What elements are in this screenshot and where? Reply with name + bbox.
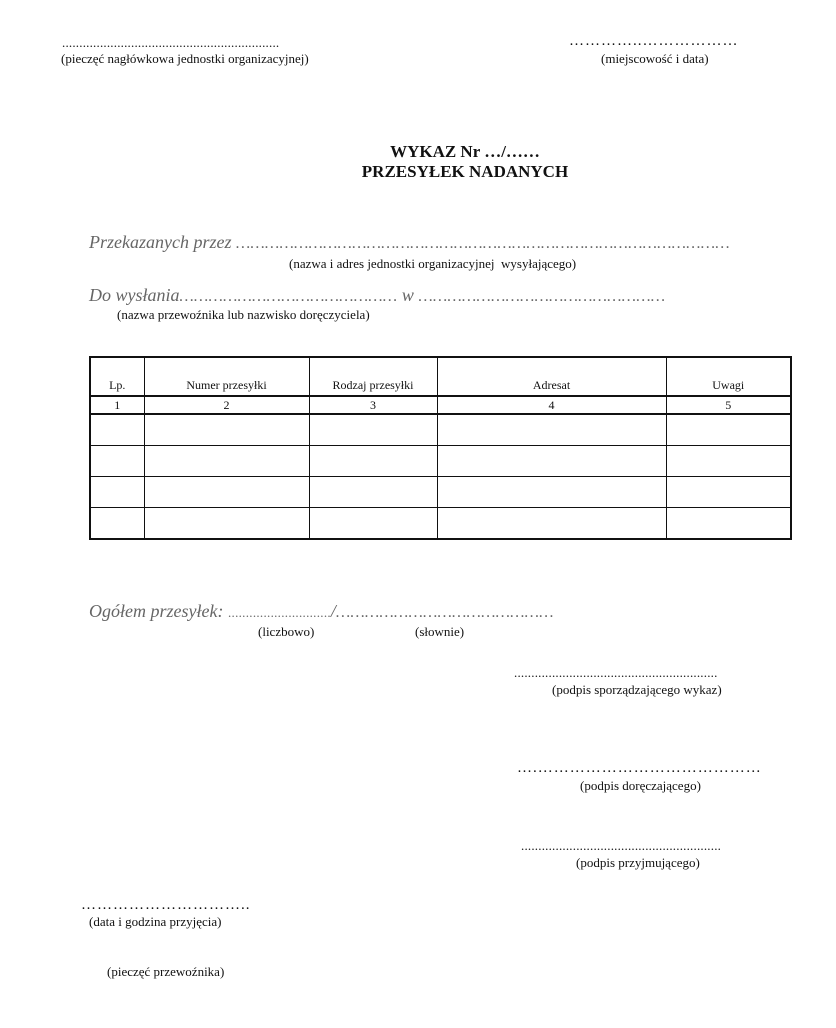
table-cell[interactable] <box>144 508 309 540</box>
document-title: WYKAZ Nr …/…… <box>390 142 540 161</box>
column-number: 1 <box>90 396 144 414</box>
table-cell[interactable] <box>309 446 437 477</box>
total-numeric-dotted-line[interactable]: ............................. <box>227 605 331 620</box>
total-numeric-hint: (liczbowo) <box>258 624 315 639</box>
destination-w-label: w <box>397 285 419 305</box>
table-row[interactable] <box>90 508 791 540</box>
table-row[interactable] <box>90 446 791 477</box>
table-cell[interactable] <box>144 446 309 477</box>
table-cell[interactable] <box>309 508 437 540</box>
column-header-lp: Lp. <box>90 357 144 396</box>
table-header-row <box>90 357 791 396</box>
column-header-addressee: Adresat <box>437 357 666 396</box>
table-cell[interactable] <box>666 446 791 477</box>
receipt-datetime-label: (data i godzina przyjęcia) <box>89 914 222 929</box>
table-cell[interactable] <box>666 508 791 540</box>
sender-dotted-line[interactable]: ………………………………………………………………………………………… <box>235 235 730 252</box>
column-number: 3 <box>309 396 437 414</box>
carrier-stamp-label: (pieczęć przewoźnika) <box>107 964 225 979</box>
place-date-dotted-line[interactable]: …………..……………… <box>569 33 739 49</box>
table-cell[interactable] <box>437 446 666 477</box>
total-label: Ogółem przesyłek: <box>89 601 228 621</box>
total-slash: / <box>330 601 336 621</box>
sender-field[interactable] <box>89 232 730 253</box>
table-cell[interactable] <box>90 446 144 477</box>
receipt-datetime-line[interactable]: ………………………….. <box>81 897 251 913</box>
deliverer-signature-line[interactable]: ….…………………………………… <box>517 760 762 776</box>
table-cell[interactable] <box>90 508 144 540</box>
total-words-dotted-line[interactable]: ……………………………………… <box>335 604 554 621</box>
table-cell[interactable] <box>309 477 437 508</box>
stamp-label: (pieczęć nagłówkowa jednostki organizacyjnej) <box>61 51 309 66</box>
table-cell[interactable] <box>437 414 666 446</box>
column-number: 5 <box>666 396 791 414</box>
shipments-table <box>89 356 790 536</box>
column-number: 2 <box>144 396 309 414</box>
total-field[interactable] <box>89 601 554 622</box>
destination-dotted-line-1[interactable]: ……………………………………… <box>179 288 398 305</box>
destination-dotted-line-2[interactable]: …………………………………………… <box>418 288 666 305</box>
column-header-number: Numer przesyłki <box>144 357 309 396</box>
table-cell[interactable] <box>144 477 309 508</box>
table-cell[interactable] <box>666 414 791 446</box>
preparer-signature-label: (podpis sporządzającego wykaz) <box>552 682 722 697</box>
sender-hint: (nazwa i adres jednostki organizacyjnej wysyłającego) <box>289 256 577 271</box>
table-cell[interactable] <box>666 477 791 508</box>
table-cell[interactable] <box>90 414 144 446</box>
place-date-label: (miejscowość i data) <box>601 51 709 66</box>
receiver-signature-label: (podpis przyjmującego) <box>576 855 700 870</box>
destination-label: Do wysłania <box>89 285 180 305</box>
column-header-type: Rodzaj przesyłki <box>309 357 437 396</box>
table-cell[interactable] <box>309 414 437 446</box>
destination-field[interactable] <box>89 285 665 306</box>
receiver-signature-line[interactable]: .......................................................... <box>521 838 722 853</box>
sender-label: Przekazanych przez <box>89 232 236 252</box>
column-number: 4 <box>437 396 666 414</box>
table-cell[interactable] <box>90 477 144 508</box>
total-words-hint: (słownie) <box>415 624 465 639</box>
deliverer-signature-label: (podpis doręczającego) <box>580 778 701 793</box>
destination-hint: (nazwa przewoźnika lub nazwisko doręczyciela) <box>117 307 370 322</box>
stamp-dotted-line[interactable]: ............................................................... <box>62 35 280 50</box>
table-cell[interactable] <box>437 477 666 508</box>
table-cell[interactable] <box>144 414 309 446</box>
table-cell[interactable] <box>437 508 666 540</box>
table-number-row <box>90 396 791 414</box>
preparer-signature-line[interactable]: ........................................................... <box>514 665 718 680</box>
column-header-notes: Uwagi <box>666 357 791 396</box>
table-row[interactable] <box>90 477 791 508</box>
table-row[interactable] <box>90 414 791 446</box>
document-subtitle: PRZESYŁEK NADANYCH <box>361 162 569 181</box>
